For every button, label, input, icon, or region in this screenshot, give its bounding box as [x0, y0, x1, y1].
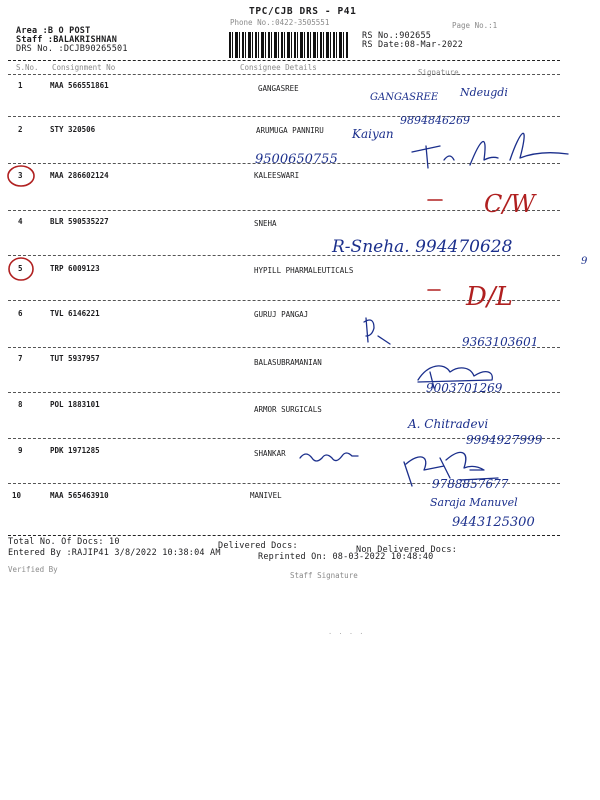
hw-note-row-4: R-Sneha. 994470628 [332, 237, 513, 257]
hw-mark-dl: D/L [466, 282, 513, 312]
consignee-name: GURUJ PANGAJ [254, 310, 309, 319]
row-number: 7 [18, 354, 23, 363]
hw-name-row-2: Kaiyan [352, 127, 394, 141]
hw-signature-row-1: Ndeugdi [460, 86, 508, 99]
rs-number: RS No.:902655 [362, 31, 432, 41]
hw-name-row-8: A. Chitradevi [408, 417, 489, 431]
consignment-number: TVL 6146221 [50, 309, 100, 318]
hw-phone-row-8: 9994927999 [466, 433, 543, 447]
consignee-name: MANIVEL [250, 491, 282, 500]
non-delivered-docs: Non Delivered Docs: [356, 545, 458, 555]
consignment-number: PDK 1971285 [50, 446, 100, 455]
verified-by: Verified By [8, 565, 58, 574]
entered-by: Entered By :RAJIP41 3/8/2022 10:38:04 AM [8, 548, 221, 558]
column-consignment: Consignment No [52, 63, 116, 72]
row-number: 5 [18, 264, 23, 273]
red-circle-row-3 [8, 166, 34, 186]
hw-phone-row-1: 9894846269 [400, 114, 470, 127]
phone-number: Phone No.:0422-3505551 [230, 18, 330, 27]
consignment-number: MAA 565463910 [50, 491, 109, 500]
staff-label: Staff :BALAKRISHNAN [16, 35, 118, 45]
staff-signature-label: Staff Signature [290, 571, 358, 580]
consignment-number: BLR 590535227 [50, 217, 109, 226]
red-circle-row-5 [9, 258, 33, 280]
row-number: 10 [12, 491, 22, 500]
consignment-number: POL 1883101 [50, 400, 100, 409]
consignee-name: ARUMUGA PANNIRU [256, 126, 324, 135]
reprinted-on: Reprinted On: 08-03-2022 10:48:40 [258, 552, 434, 562]
consignment-number: STY 320506 [50, 125, 96, 134]
row-number: 6 [18, 309, 23, 318]
hw-phone-row-2: 9500650755 [255, 152, 338, 167]
hw-name-gangasree: GANGASREE [370, 92, 439, 103]
hw-signature-row-2 [412, 133, 568, 168]
consignee-name: SHANKAR [254, 449, 286, 458]
hw-phone-row-9: 9788857677 [432, 477, 509, 491]
rs-date: RS Date:08-Mar-2022 [362, 40, 464, 50]
hw-mark-cw: C/W [484, 190, 536, 218]
page-number: Page No.:1 [452, 21, 498, 30]
hw-name-row-10: Saraja Manuvel [430, 496, 518, 509]
consignment-number: TUT 5937957 [50, 354, 100, 363]
delivered-docs: Delivered Docs: [218, 541, 298, 551]
consignment-number: TRP 6009123 [50, 264, 100, 273]
row-number: 2 [18, 125, 23, 134]
hw-phone-row-7: 9003701269 [426, 381, 503, 395]
row-number: 4 [18, 217, 23, 226]
consignee-name: BALASUBRAMANIAN [254, 358, 322, 367]
consignee-name: GANGASREE [258, 84, 299, 93]
row-number: 8 [18, 400, 23, 409]
column-signature: Signature [418, 68, 459, 77]
column-sno: S.No. [16, 63, 39, 72]
hw-phone-row-6: 9363103601 [462, 335, 539, 349]
total-docs: Total No. Of Docs: 10 [8, 537, 120, 547]
document-title: TPC/CJB DRS - P41 [249, 6, 357, 17]
row-number: 3 [18, 171, 23, 180]
row-number: 9 [18, 446, 23, 455]
area-label: Area :B O POST [16, 26, 91, 36]
consignee-name: HYPILL PHARMALEUTICALS [254, 266, 354, 275]
consignee-name: KALEESWARI [254, 171, 300, 180]
consignee-name: ARMOR SURGICALS [254, 405, 322, 414]
row-number: 1 [18, 81, 23, 90]
hw-phone-row-10: 9443125300 [452, 515, 535, 530]
faint-stamp: . . . . [328, 628, 365, 636]
column-consignee: Consignee Details [240, 63, 317, 72]
consignee-name: SNEHA [254, 219, 277, 228]
hw-signature-row-6 [364, 318, 390, 344]
hw-extra-digit: 9 [581, 256, 588, 267]
drs-number: DRS No. :DCJB90265501 [16, 44, 128, 54]
consignment-number: MAA 286602124 [50, 171, 109, 180]
hw-tamil-signature-row-9 [300, 453, 358, 461]
consignment-number: MAA 566551861 [50, 81, 109, 90]
